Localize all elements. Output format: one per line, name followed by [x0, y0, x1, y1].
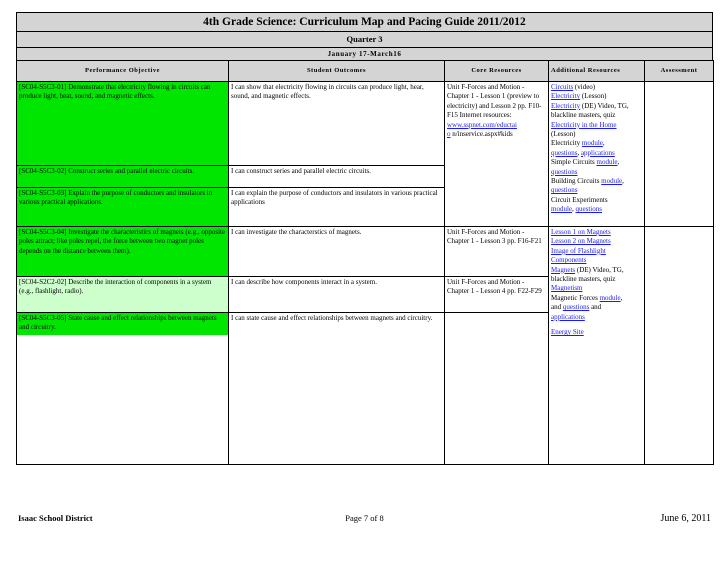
resource-text: (DE) Video, TG, blackline masters, quiz: [551, 101, 629, 120]
link-electricity-de[interactable]: Electricity: [551, 101, 581, 110]
resource-text: ,: [572, 205, 576, 214]
core-resources-cell: Unit F-Forces and Motion - Chapter 1 - Lesson 4 pp. F22-F29: [445, 277, 549, 313]
footer-page-number: Page 7 of 8: [345, 513, 384, 523]
link-magnetic-forces-questions[interactable]: questions: [562, 303, 590, 312]
objective-cell: [SC04-S5C3-01] Demonstrate that electricity flowing in circuits can produce light, heat, sound, and magnetic effects.: [17, 82, 229, 166]
resource-text: ,: [577, 148, 581, 157]
outcome-cell: I can investigate the characterstics of magnets.: [229, 227, 445, 277]
link-electricity-module[interactable]: module: [581, 139, 603, 148]
link-simple-circuits-questions[interactable]: questions: [551, 167, 578, 176]
link-magnetic-forces-module[interactable]: module: [599, 293, 621, 302]
col-performance-objective: Performance Objective: [17, 61, 229, 82]
core-resources-cell: Unit F-Forces and Motion - Chapter 1 - Lesson 3 pp. F16-F21: [445, 227, 549, 277]
footer-date: June 6, 2011: [660, 513, 711, 524]
outcome-cell: I can explain the purpose of conductors and insulators in various practical applications: [229, 188, 445, 227]
resource-text: Circuit Experiments: [551, 195, 608, 204]
objective-highlight: [SC04-S5C3-05] State cause and effect relationships between magnets and circuitry.: [17, 313, 228, 335]
col-additional-resources: Additional Resources: [549, 61, 645, 82]
objective-cell: [SC04-S5C3-02] Construct series and parallel electric circuits.: [17, 166, 229, 188]
link-electricity-home[interactable]: Electricity in the Home: [551, 120, 617, 129]
table-row: [17, 82, 714, 166]
resource-text: ,: [622, 177, 624, 186]
resource-text: (video): [573, 83, 596, 91]
col-assessment: Assessment: [645, 61, 714, 82]
objective-cell: [17, 313, 229, 465]
resource-text: Building Circuits: [551, 177, 602, 186]
curriculum-table: [16, 60, 714, 465]
resource-text: ,: [617, 158, 620, 167]
core-text: Unit F-Forces and Motion - Chapter 1 - Lesson 1 (preview to electricity) and Lesson 2 pp. F10-F15 Internet resources:: [447, 83, 542, 120]
resource-text: (Lesson): [580, 92, 607, 101]
link-circuit-experiments-questions[interactable]: questions: [575, 205, 602, 214]
link-circuits[interactable]: Circuits: [551, 83, 574, 91]
link-building-circuits-questions[interactable]: questions: [551, 186, 578, 195]
document-page: [16, 12, 713, 465]
link-electricity-lesson[interactable]: Electricity: [551, 92, 581, 101]
core-link-tail: n/inservice.aspx#kids: [450, 130, 513, 139]
quarter-label: Quarter 3: [16, 31, 713, 47]
objective-cell: [SC04-S5C3-04] Investigate the characteristics of magnets (e.g., opposite poles attract; like poles repel, the force between two magnet poles depends on the distance between them).: [17, 227, 229, 277]
table-row: [17, 227, 714, 277]
core-resources-cell: [445, 82, 549, 227]
table-header-row: [17, 61, 714, 82]
link-magnetism[interactable]: Magnetism: [551, 284, 583, 293]
resource-text: (DE) Video, TG, blackline masters, quiz: [551, 265, 624, 284]
page-footer: [18, 513, 711, 527]
resource-text: and: [551, 303, 563, 312]
link-magnets-de[interactable]: Magnets: [551, 265, 576, 274]
internet-resource-link[interactable]: www.sspnet.com/eductai o: [447, 120, 517, 139]
resource-text: and: [589, 303, 602, 312]
additional-resources-cell: [549, 82, 645, 227]
objective-cell: [SC04-S5C3-03] Explain the purpose of conductors and insulators in various practical applications.: [17, 188, 229, 227]
link-magnetic-forces-applications[interactable]: applications: [551, 312, 585, 321]
link-lesson-2-magnets[interactable]: Lesson 2 on Magnets: [551, 237, 611, 246]
footer-district: Isaac School District: [18, 513, 93, 523]
outcome-cell: I can show that electricity flowing in circuits can produce light, hear, sound, and magnetic effects.: [229, 82, 445, 166]
col-student-outcomes: Student Outcomes: [229, 61, 445, 82]
assessment-cell: [645, 227, 714, 465]
link-electricity-questions[interactable]: questions: [551, 148, 578, 157]
link-building-circuits-module[interactable]: module: [601, 177, 623, 186]
outcome-cell: I can describe how components interact in a system.: [229, 277, 445, 313]
link-electricity-applications[interactable]: applications: [580, 148, 615, 157]
resource-text: ,: [602, 139, 605, 148]
link-lesson-1-magnets[interactable]: Lesson 1 on Magnets: [551, 228, 611, 236]
date-range: January 17-March16: [16, 47, 713, 60]
objective-cell: [SC04-S2C2-02] Describe the interaction of components in a system (e.g., flashlight, radio).: [17, 277, 229, 313]
link-circuit-experiments-module[interactable]: module: [551, 205, 572, 214]
link-energy-site[interactable]: Energy Site: [551, 328, 584, 337]
col-core-resources: Core Resources: [445, 61, 549, 82]
link-simple-circuits-module[interactable]: module: [596, 158, 618, 167]
core-resources-cell: [445, 313, 549, 465]
outcome-cell: I can state cause and effect relationships between magnets and circuitry.: [229, 313, 445, 465]
outcome-cell: I can construct series and parallel electric circuits.: [229, 166, 445, 188]
link-flashlight-components[interactable]: Image of Flashlight Components: [551, 246, 606, 265]
assessment-cell: [645, 82, 714, 227]
document-title: 4th Grade Science: Curriculum Map and Pacing Guide 2011/2012: [16, 12, 713, 31]
resource-text: Simple Circuits: [551, 158, 597, 167]
resource-text: (Lesson): [551, 130, 576, 139]
resource-text: ,: [620, 293, 623, 302]
additional-resources-cell: [549, 227, 645, 465]
resource-text: Electricity: [551, 139, 582, 148]
resource-text: Magnetic Forces: [551, 293, 600, 302]
